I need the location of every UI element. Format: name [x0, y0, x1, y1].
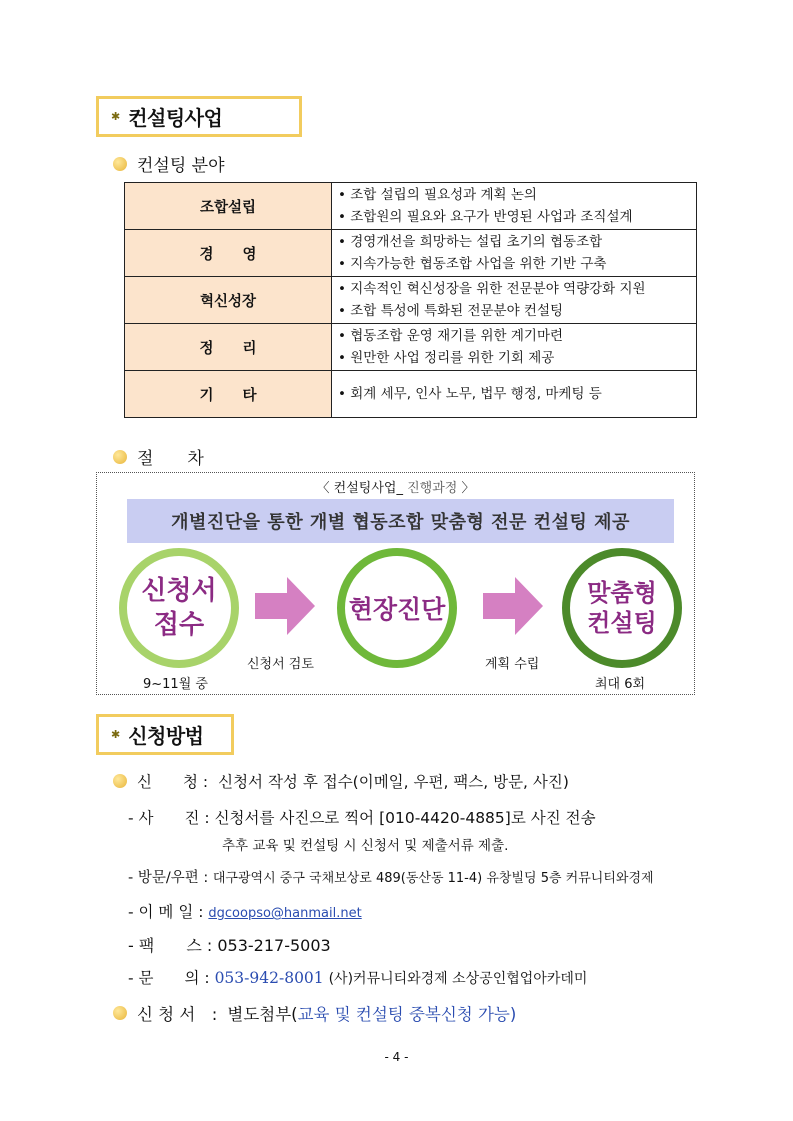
email-line: - 이 메 일 : dgcoopso@hanmail.net: [128, 903, 362, 921]
section-title: 신청방법: [128, 724, 204, 748]
step-application-circle: 신청서 접수: [119, 548, 239, 668]
bullet-dot-icon: [113, 450, 127, 464]
apply-line: 신 청 : 신청서 작성 후 접수(이메일, 우편, 팩스, 방문, 사진): [113, 770, 569, 792]
field-item: • 회계 세무, 인사 노무, 법무 행정, 마케팅 등: [338, 386, 602, 402]
field-category: 혁신성장: [125, 277, 332, 324]
page-number: - 4 -: [384, 1050, 409, 1064]
procedure-banner: 개별진단을 통한 개별 협동조합 맞춤형 전문 컨설팅 제공: [127, 499, 674, 543]
bullet-dot-icon: [113, 157, 127, 171]
bullet-dot-icon: [113, 774, 127, 788]
step1-note: 9~11월 중: [143, 677, 208, 692]
field-description: [332, 230, 697, 277]
table-row: [125, 230, 697, 277]
field-category: 조합설립: [125, 183, 332, 230]
field-description: [332, 183, 697, 230]
bullet-dot-icon: [113, 1006, 127, 1020]
inquiry-line: - 문 의 : 053-942-8001 (사)커뮤니티와경제 소상공인협업아카데미: [128, 969, 588, 987]
step-custom-consulting-circle: 맞춤형 컨설팅: [562, 548, 682, 668]
field-category: 경 영: [125, 230, 332, 277]
field-description: [332, 324, 697, 371]
table-row: [125, 324, 697, 371]
field-item: • 조합원의 필요와 요구가 반영된 사업과 조직설계: [338, 209, 633, 225]
procedure-diagram: [96, 472, 695, 695]
section-title: 컨설팅사업: [128, 106, 223, 130]
field-item: • 조합 특성에 특화된 전문분야 컨설팅: [338, 303, 564, 319]
section-header-consulting: [96, 96, 302, 137]
section-header-apply: [96, 714, 234, 755]
field-description: [332, 371, 697, 418]
consulting-fields-table: [124, 182, 697, 418]
field-category: 기 타: [125, 371, 332, 418]
arrow-right-icon: [483, 575, 545, 637]
arrow1-label: 신청서 검토: [247, 657, 314, 672]
step-site-diagnosis-circle: 현장진단: [337, 548, 457, 668]
fields-heading: 컨설팅 분야: [113, 151, 225, 176]
procedure-heading: 절 차: [113, 444, 204, 469]
visit-line: - 방문/우편 : 대구광역시 중구 국채보상로 489(동산동 11-4) 유창빌딩 5층 커뮤니티와경제: [128, 870, 654, 886]
field-description: [332, 277, 697, 324]
email-link[interactable]: dgcoopso@hanmail.net: [208, 906, 362, 921]
table-row: [125, 371, 697, 418]
table-row: [125, 277, 697, 324]
asterisk-icon: ✱: [111, 728, 121, 741]
field-item: • 지속가능한 협동조합 사업을 위한 기반 구축: [338, 256, 607, 272]
photo-line: - 사 진 : 신청서를 사진으로 찍어 [010-4420-4885]로 사진 전송: [128, 809, 596, 827]
form-line: 신 청 서 : 별도첨부(교육 및 컨설팅 중복신청 가능): [113, 1001, 516, 1025]
procedure-caption: 〈 컨설팅사업_ 진행과정 〉: [316, 481, 475, 496]
field-item: • 원만한 사업 정리를 위한 기회 제공: [338, 350, 555, 366]
field-item: • 조합 설립의 필요성과 계획 논의: [338, 187, 537, 203]
field-item: • 경영개선을 희망하는 설립 초기의 협동조합: [338, 234, 603, 250]
field-item: • 지속적인 혁신성장을 위한 전문분야 역량강화 지원: [338, 281, 646, 297]
photo-line-2: 추후 교육 및 컨설팅 시 신청서 및 제출서류 제출.: [222, 838, 509, 854]
table-row: [125, 183, 697, 230]
fax-line: - 팩 스 : 053-217-5003: [128, 936, 331, 955]
asterisk-icon: ✱: [111, 110, 121, 123]
arrow2-label: 계획 수립: [485, 657, 540, 672]
arrow-right-icon: [255, 575, 317, 637]
step3-note: 최대 6회: [595, 677, 646, 692]
field-item: • 협동조합 운영 재기를 위한 계기마련: [338, 328, 564, 344]
field-category: 정 리: [125, 324, 332, 371]
